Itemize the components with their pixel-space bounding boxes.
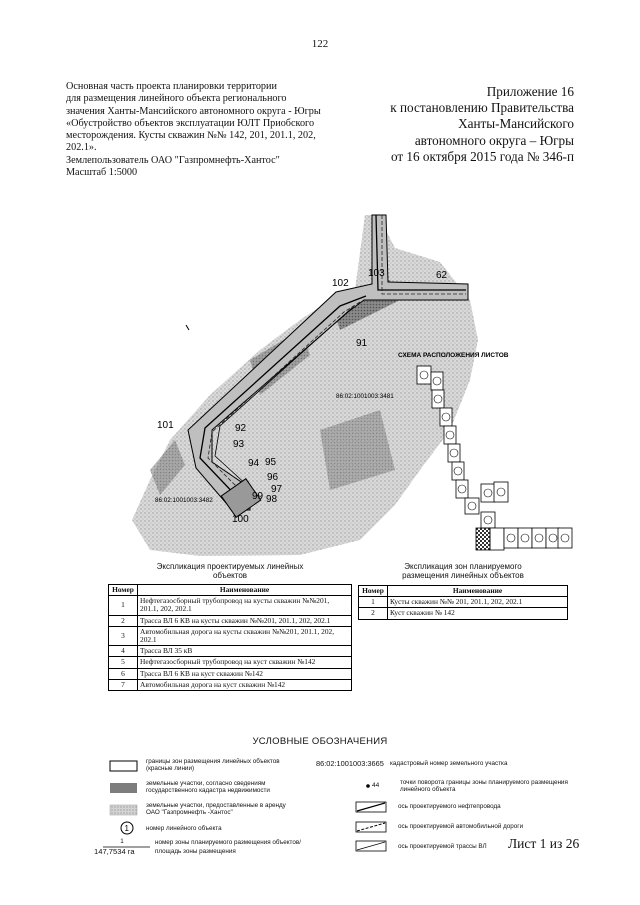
legend-object-number: номер линейного объекта: [146, 825, 222, 832]
point-label: 99: [252, 491, 264, 502]
caption-line: размещения линейных объектов: [402, 571, 524, 580]
table-row: [359, 597, 568, 608]
legend-road: ось проектируемой автомобильной дороги: [398, 823, 524, 830]
legend-red-lines: границы зон размещения линейных объектов (красные линии): [146, 758, 280, 773]
point-label: 93: [233, 439, 245, 450]
appendix-line: от 16 октября 2015 года № 346-п: [390, 148, 574, 164]
land-user-line: Землепользователь ОАО "Газпромнефть-Хантос": [66, 154, 280, 166]
turn-point-marker: [366, 784, 370, 788]
caption-line: объектов: [212, 571, 248, 580]
row-name: Куст скважин № 142: [388, 608, 568, 619]
leased-land-area: [132, 215, 478, 556]
row-name: Автомобильная дорога на кусты скважин №№201, 201.1, 202, 202.1: [138, 626, 352, 645]
scheme-title: СХЕМА РАСПОЛОЖЕНИЯ ЛИСТОВ: [398, 352, 509, 359]
appendix-line: к постановлению Правительства: [390, 100, 574, 116]
desc-line: Основная часть проекта планировки территории: [66, 81, 277, 92]
row-num: 2: [109, 615, 138, 626]
row-num: 2: [359, 608, 388, 619]
sheet-key-map: [417, 366, 572, 550]
row-num: 1: [359, 597, 388, 608]
legend-point-label: точки поворота границы зоны планируемого размещения линейного объекта: [400, 779, 568, 794]
col-header: Номер: [109, 585, 138, 596]
row-name: Трасса ВЛ 6 КВ на куст скважин №142: [138, 668, 352, 679]
point-label: 95: [265, 457, 277, 468]
table-row: [109, 626, 352, 645]
scale-tick: [186, 325, 189, 330]
legend-zone-num-example: 1: [120, 838, 124, 845]
caption-line: Экспликация проектируемых линейных: [156, 562, 304, 571]
row-num: 1: [109, 596, 138, 615]
legend-zone-num-label: номер зоны планируемого размещения объектов/: [155, 839, 301, 846]
table-row: [109, 657, 352, 668]
zones-table-caption: [358, 562, 568, 580]
scale-line: Масштаб 1:5000: [66, 167, 138, 179]
legend-cadastral-example: 86:02:1001003:3665: [316, 759, 384, 768]
red-lines-swatch: [110, 761, 137, 771]
point-label: 98: [266, 494, 278, 505]
row-num: 5: [109, 657, 138, 668]
sheet-counter: Лист 1 из 26: [508, 836, 580, 851]
appendix-line: автономного округа – Югры: [414, 132, 574, 148]
zones-table: [358, 585, 568, 620]
desc-line: значения Ханты-Мансийского автономного округа - Югры: [66, 105, 321, 117]
row-name: Трасса ВЛ 35 кВ: [138, 646, 352, 657]
point-label: 101: [157, 420, 174, 431]
cadastral-number: 86:02:1001003:3482: [155, 497, 213, 504]
point-label: 96: [267, 472, 279, 483]
legend-pipeline: ось проектируемого нефтепровода: [398, 803, 501, 810]
point-label: 92: [235, 423, 247, 434]
legend-point-example: 44: [372, 782, 380, 789]
circle-digit: 1: [124, 824, 129, 833]
row-num: 7: [109, 679, 138, 690]
leased-swatch: [110, 805, 137, 815]
desc-line: «Обустройство объектов эксплуатации ЮЛТ Приобского: [66, 117, 315, 129]
col-header: Номер: [359, 586, 388, 597]
legend-leased: земельные участки, предоставленные в аренду ОАО "Газпромнефть -Хантос": [146, 802, 286, 817]
table-row: [109, 668, 352, 679]
registered-swatch: [110, 783, 137, 793]
row-num: 6: [109, 668, 138, 679]
row-num: 3: [109, 626, 138, 645]
caption-line: Экспликация зон планируемого: [404, 562, 522, 571]
desc-line: для размещения линейного объекта регионального: [66, 93, 287, 105]
point-label: 100: [232, 514, 249, 525]
table-row: [359, 608, 568, 619]
point-label: 97: [271, 484, 283, 495]
page-number: 122: [311, 38, 329, 50]
legend-zone-area-example: 147,7534 га: [94, 847, 135, 856]
point-label: 91: [356, 338, 368, 349]
point-label: 62: [436, 270, 448, 281]
appendix-line: Ханты-Мансийского: [458, 116, 574, 132]
desc-line: 202.1».: [66, 142, 97, 154]
col-header: Наименование: [388, 586, 568, 597]
linear-objects-table: [108, 584, 352, 691]
table-row: [109, 646, 352, 657]
point-label: 103: [368, 268, 385, 279]
appendix-line: Приложение 16: [486, 84, 574, 99]
table-row: [109, 596, 352, 615]
row-name: Нефтегазосборный трубопровод на кусты скважин №№201, 201.1, 202, 202.1: [138, 596, 352, 615]
row-num: 4: [109, 646, 138, 657]
legend-registered: земельные участки, согласно сведениям государственного кадастра недвижимости: [146, 780, 270, 795]
point-label: 102: [332, 278, 349, 289]
table-row: [109, 679, 352, 690]
legend-powerline: ось проектируемой трассы ВЛ: [398, 843, 487, 850]
point-label: 94: [248, 458, 260, 469]
col-header: Наименование: [138, 585, 352, 596]
table-row: [109, 615, 352, 626]
row-name: Нефтегазосборный трубопровод на куст скважин №142: [138, 657, 352, 668]
legend-title: УСЛОВНЫЕ ОБОЗНАЧЕНИЯ: [252, 736, 388, 747]
desc-line: месторождения. Кусты скважин №№ 142, 201, 201.1, 202,: [66, 130, 316, 142]
legend-zone-area-label: площадь зоны размещения: [155, 848, 236, 855]
cadastral-number: 86:02:1001003:3481: [336, 393, 394, 400]
row-name: Трасса ВЛ 6 КВ на кусты скважин №№201, 201.1, 202, 202.1: [138, 615, 352, 626]
row-name: Автомобильная дорога на куст скважин №142: [138, 679, 352, 690]
legend-cadastral-label: кадастровый номер земельного участка: [390, 760, 508, 767]
row-name: Кусты скважин №№ 201, 201.1, 202, 202.1: [388, 597, 568, 608]
linear-table-caption: [108, 562, 352, 580]
